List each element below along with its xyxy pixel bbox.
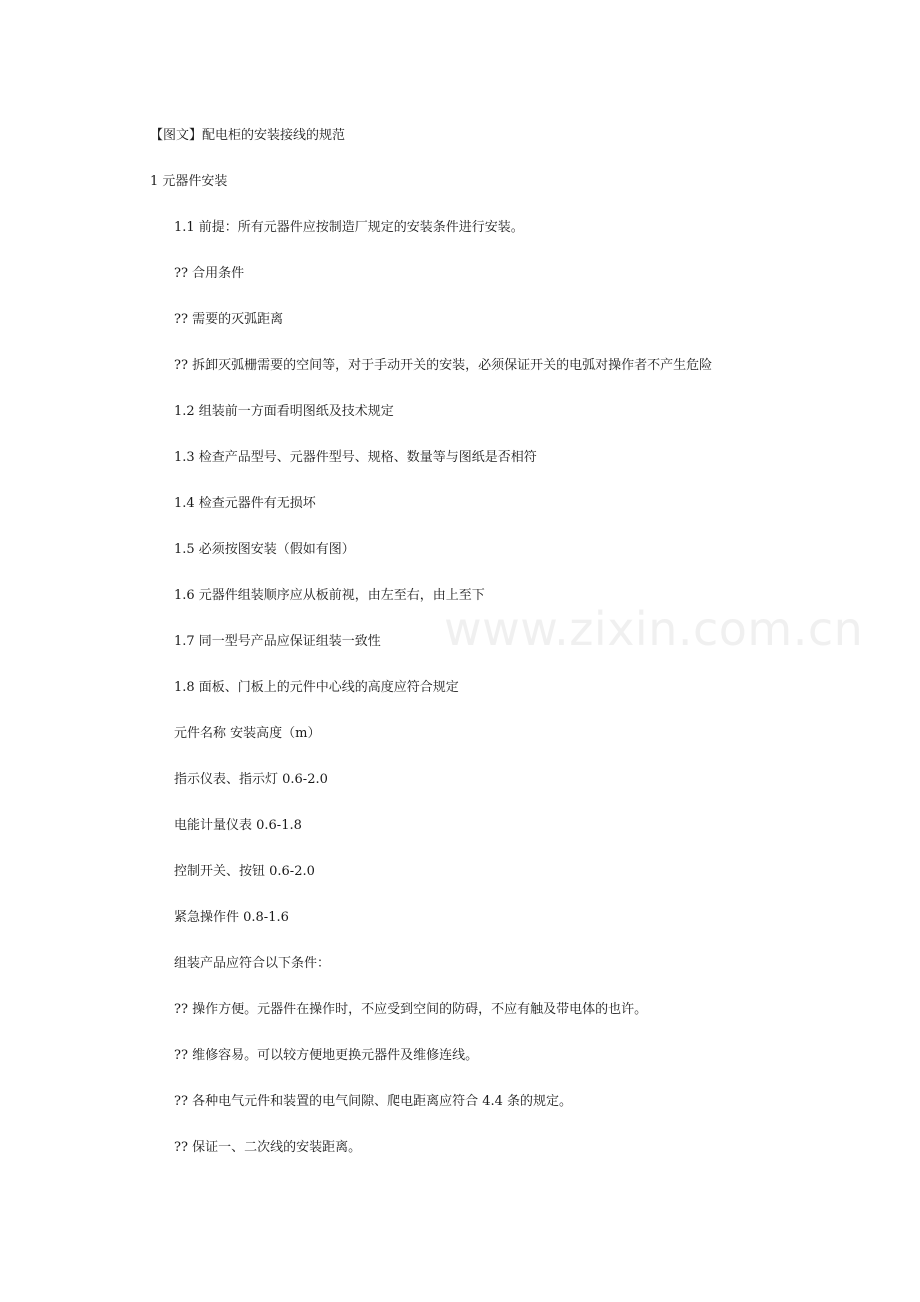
text-line: 1.7 同一型号产品应保证组装一致性 <box>174 634 381 649</box>
text-line: 1.1 前提：所有元器件应按制造厂规定的安装条件进行安装。 <box>174 220 524 235</box>
text-line: ?? 合用条件 <box>174 266 245 281</box>
text-line: 1.4 检查元器件有无损坏 <box>174 496 316 511</box>
text-line: 1.8 面板、门板上的元件中心线的高度应符合规定 <box>174 680 459 695</box>
text-line: ?? 拆卸灭弧栅需要的空间等，对于手动开关的安装，必须保证开关的电弧对操作者不产生危险 <box>174 358 713 373</box>
document-title: 【图文】配电柜的安装接线的规范 <box>150 128 346 143</box>
text-line: 1.6 元器件组装顺序应从板前视，由左至右，由上至下 <box>174 588 485 603</box>
text-line: ?? 维修容易。可以较方便地更换元器件及维修连线。 <box>174 1048 479 1063</box>
text-line: ?? 各种电气元件和装置的电气间隙、爬电距离应符合 4.4 条的规定。 <box>174 1094 573 1109</box>
table-header-line: 元件名称 安装高度（m） <box>174 726 321 741</box>
text-line: ?? 保证一、二次线的安装距离。 <box>174 1140 362 1155</box>
text-line: ?? 操作方便。元器件在操作时，不应受到空间的防碍，不应有触及带电体的也许。 <box>174 1002 648 1017</box>
table-row-line: 电能计量仪表 0.6-1.8 <box>174 818 302 833</box>
table-row-line: 指示仪表、指示灯 0.6-2.0 <box>174 772 328 787</box>
text-line: ?? 需要的灭弧距离 <box>174 312 284 327</box>
text-line: 1.3 检查产品型号、元器件型号、规格、数量等与图纸是否相符 <box>174 450 537 465</box>
text-line: 1.5 必须按图安装（假如有图） <box>174 542 355 557</box>
text-line: 组装产品应符合以下条件： <box>174 956 331 971</box>
table-row-line: 控制开关、按钮 0.6-2.0 <box>174 864 315 879</box>
table-row-line: 紧急操作件 0.8-1.6 <box>174 910 289 925</box>
text-line: 1.2 组装前一方面看明图纸及技术规定 <box>174 404 394 419</box>
section-heading: 1 元器件安装 <box>150 174 228 189</box>
watermark-text: www.zixin.com.cn <box>444 602 864 656</box>
